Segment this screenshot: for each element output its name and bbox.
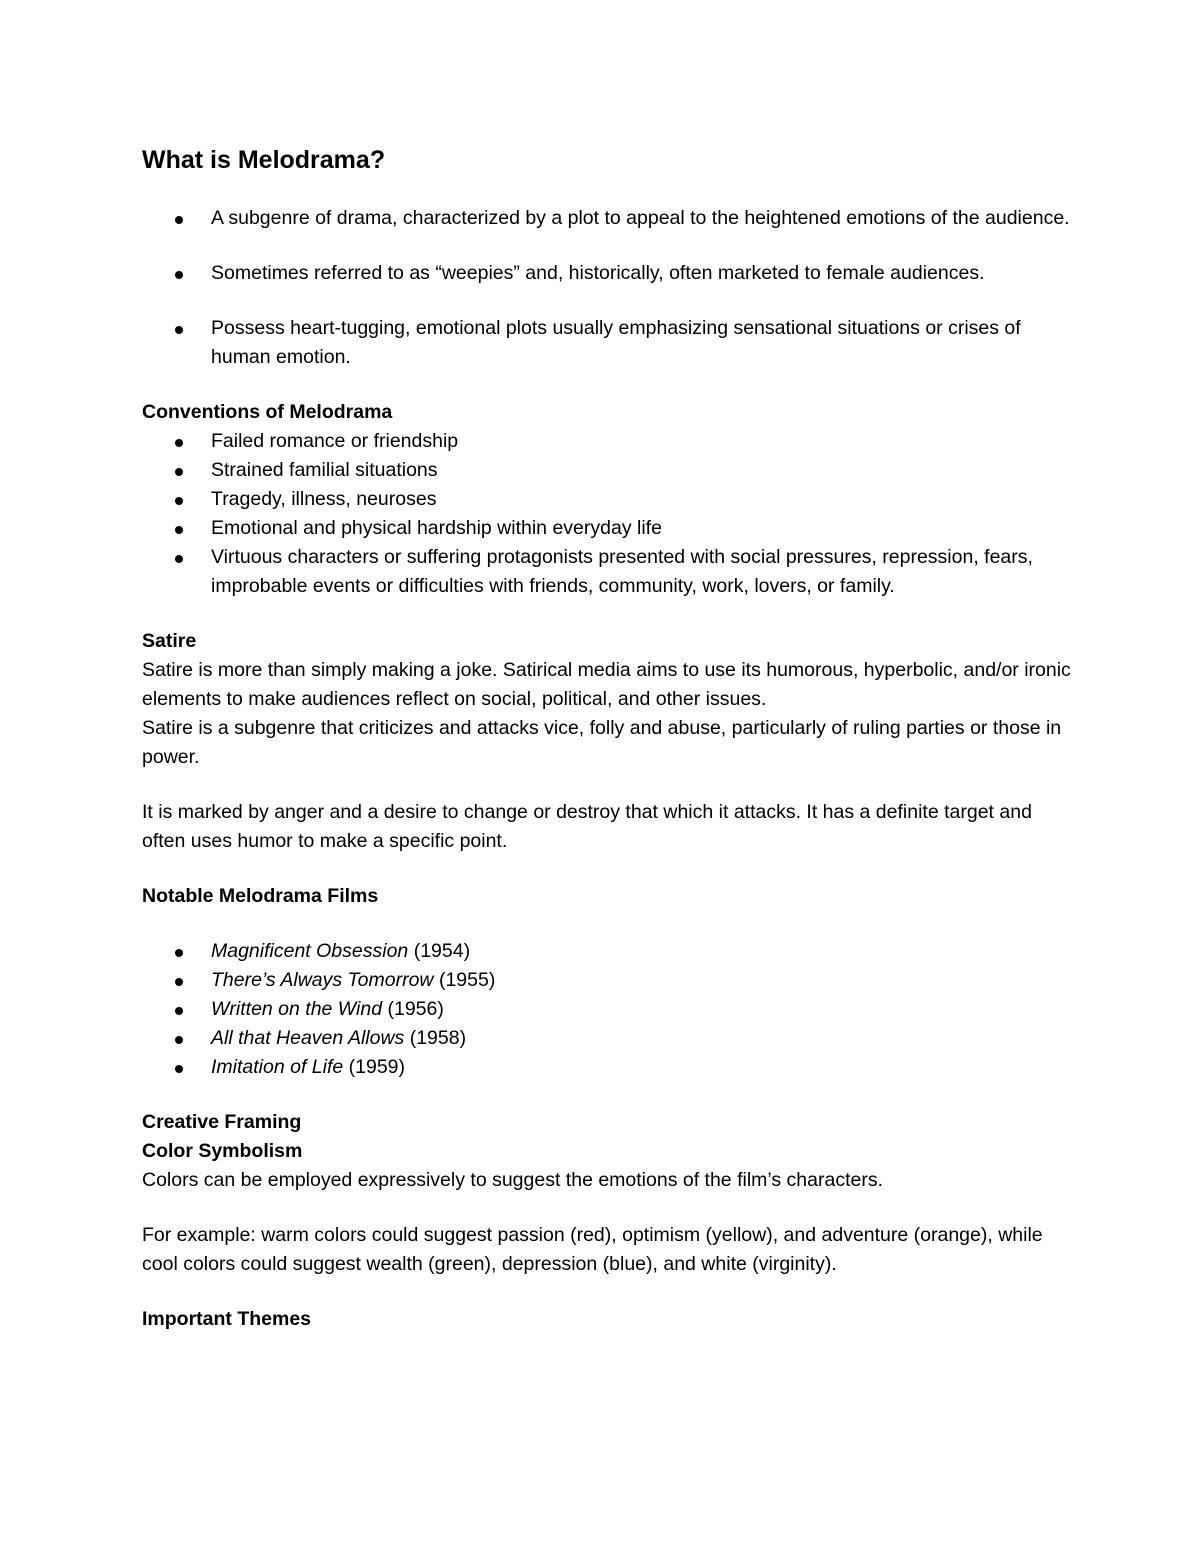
framing-paragraph-1: Colors can be employed expressively to suggest the emotions of the film’s characters. — [142, 1169, 883, 1191]
film-item — [142, 937, 1072, 966]
color-symbolism-heading: Color Symbolism — [142, 1140, 303, 1162]
film-title: Magnificent Obsession — [211, 940, 409, 962]
films-heading: Notable Melodrama Films — [142, 885, 379, 907]
film-title: Imitation of Life — [211, 1056, 344, 1078]
satire-heading: Satire — [142, 630, 197, 652]
bullet-icon — [175, 1007, 183, 1015]
bullet-icon — [175, 271, 183, 279]
film-year: (1959) — [348, 1056, 406, 1078]
themes-heading: Important Themes — [142, 1308, 312, 1330]
satire-paragraph-2: Satire is a subgenre that criticizes and attacks vice, folly and abuse, particularly of ruling parties or those in power. — [142, 717, 1062, 768]
intro-list — [142, 204, 1072, 372]
list-item: A subgenre of drama, characterized by a plot to appeal to the heightened emotions of the audience. — [142, 204, 1072, 233]
film-item — [142, 995, 1072, 1024]
film-title: There’s Always Tomorrow — [211, 969, 434, 991]
bullet-icon — [175, 949, 183, 957]
list-item: Sometimes referred to as “weepies” and, historically, often marketed to female audiences. — [142, 259, 1072, 288]
bullet-icon — [175, 1065, 183, 1073]
bullet-icon — [175, 497, 183, 505]
list-item: Strained familial situations — [142, 456, 1072, 485]
film-item — [142, 1053, 1072, 1082]
bullet-icon — [175, 216, 183, 224]
bullet-icon — [175, 326, 183, 334]
satire-paragraph-3: It is marked by anger and a desire to change or destroy that which it attacks. It has a definite target and often uses humor to make a specific point. — [142, 801, 1032, 852]
list-item: Tragedy, illness, neuroses — [142, 485, 1072, 514]
list-item: Possess heart-tugging, emotional plots usually emphasizing sensational situations or crises of human emotion. — [142, 314, 1072, 372]
conventions-list — [142, 427, 1072, 601]
film-year: (1954) — [413, 940, 471, 962]
conventions-heading: Conventions of Melodrama — [142, 401, 393, 423]
satire-paragraph-1: Satire is more than simply making a joke. Satirical media aims to use its humorous, hyperbolic, and/or ironic elements to make audiences reflect on social, political, and other issues. — [142, 659, 1071, 710]
framing-paragraph-2: For example: warm colors could suggest passion (red), optimism (yellow), and adventure (orange), while cool colors could suggest wealth (green), depression (blue), and white (virginity). — [142, 1224, 1043, 1275]
film-item — [142, 1024, 1072, 1053]
films-list — [142, 937, 1072, 1082]
bullet-icon — [175, 978, 183, 986]
film-item — [142, 966, 1072, 995]
film-year: (1956) — [387, 998, 444, 1020]
page-title: What is Melodrama? — [142, 146, 386, 174]
bullet-icon — [175, 439, 183, 447]
bullet-icon — [175, 555, 183, 563]
film-year: (1958) — [409, 1027, 467, 1049]
list-item: Emotional and physical hardship within everyday life — [142, 514, 1072, 543]
bullet-icon — [175, 468, 183, 476]
list-item: Failed romance or friendship — [142, 427, 1072, 456]
framing-heading: Creative Framing — [142, 1111, 302, 1133]
film-year: (1955) — [438, 969, 496, 991]
list-item: Virtuous characters or suffering protagonists presented with social pressures, repression, fears, improbable events or difficulties with friends, community, work, lovers, or family. — [142, 543, 1072, 601]
bullet-icon — [175, 1036, 183, 1044]
document-page — [142, 140, 1072, 1334]
bullet-icon — [175, 526, 183, 534]
film-title: Written on the Wind — [211, 998, 383, 1020]
film-title: All that Heaven Allows — [211, 1027, 405, 1049]
